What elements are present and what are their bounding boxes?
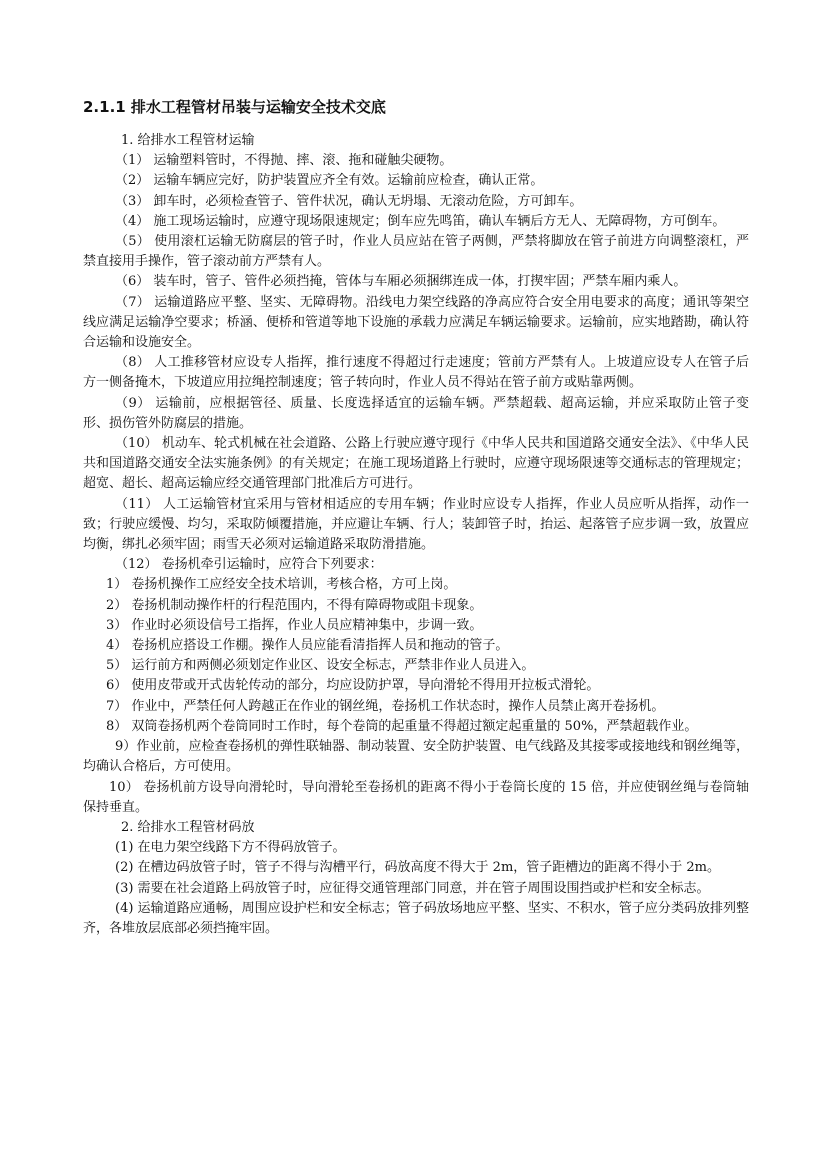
paragraph: 5） 运行前方和两侧必须划定作业区、设安全标志，严禁非作业人员进入。 xyxy=(106,658,535,674)
paragraph: 2. 给排水工程管材码放 xyxy=(121,819,255,835)
paragraph: 1） 卷扬机操作工应经安全技术培训，考核合格，方可上岗。 xyxy=(106,577,457,593)
paragraph: 4） 卷扬机应搭设工作棚。操作人员应能看清指挥人员和拖动的管子。 xyxy=(106,638,509,654)
paragraph: （3） 卸车时，必须检查管子、管件状况，确认无坍塌、无滚动危险，方可卸车。 xyxy=(115,193,583,209)
paragraph: 2） 卷扬机制动操作杆的行程范围内，不得有障碍物或阻卡现象。 xyxy=(106,597,483,613)
paragraph: （11） 人工运输管材宜采用与管材相适应的专用车辆；作业时应设专人指挥，作业人员应听从指挥，动作一致；行驶应缓慢、均匀，采取防倾覆措施，并应避让车辆、行人；装卸管子时，抬运、起落管子应步调一致，放置应均衡，绑扎必须牢固；雨雪天必须对运输道路采取防滑措施。 xyxy=(83,496,749,553)
paragraph: （12） 卷扬机牵引运输时，应符合下列要求： xyxy=(115,557,383,573)
paragraph: 8） 双筒卷扬机两个卷筒同时工作时，每个卷筒的起重量不得超过额定起重量的 50%，严禁超载作业。 xyxy=(106,718,698,734)
paragraph: 7） 作业中，严禁任何人跨越正在作业的钢丝绳，卷扬机工作状态时，操作人员禁止离开卷扬机。 xyxy=(106,698,665,714)
paragraph: 3） 作业时必须设信号工指挥，作业人员应精神集中，步调一致。 xyxy=(106,617,483,633)
paragraph: （10） 机动车、轮式机械在社会道路、公路上行驶应遵守现行《中华人民共和国道路交通安全法》、《中华人民共和国道路交通安全法实施条例》的有关规定；在施工现场道路上行驶时，应遵守现场限速等交通标志的管理规定；超宽、超长、超高运输应经交通管理部门批准后方可进行。 xyxy=(83,436,749,492)
paragraph: （4） 施工现场运输时，应遵守现场限速规定；倒车应先鸣笛，确认车辆后方无人、无障碍物，方可倒车。 xyxy=(115,213,726,229)
paragraph: （8） 人工推移管材应设专人指挥，推行速度不得超过行走速度；管前方严禁有人。上坡道应设专人在管子后方一侧备掩木，下坡道应用拉绳控制速度；管子转向时，作业人员不得站在管子前方或贴靠两侧。 xyxy=(83,355,749,391)
paragraph: 10） 卷扬机前方设导向滑轮时，导向滑轮至卷扬机的距离不得小于卷筒长度的 15 倍，并应使钢丝绳与卷筒轴保持垂直。 xyxy=(83,779,749,815)
document-body xyxy=(83,131,749,939)
paragraph: (3) 需要在社会道路上码放管子时，应征得交通管理部门同意，并在管子周围设围挡或护栏和安全标志。 xyxy=(115,880,710,896)
paragraph: (2) 在槽边码放管子时，管子不得与沟槽平行，码放高度不得大于 2m，管子距槽边的距离不得小于 2m。 xyxy=(115,860,721,876)
paragraph: （2） 运输车辆应完好，防护装置应齐全有效。运输前应检查，确认正常。 xyxy=(115,173,544,189)
paragraph: 6） 使用皮带或开式齿轮传动的部分，均应设防护罩，导向滑轮不得用开拉板式滑轮。 xyxy=(106,678,600,694)
paragraph: （6） 装车时，管子、管件必须挡掩，管体与车厢必须捆绑连成一体，打揳牢固；严禁车厢内乘人。 xyxy=(115,274,687,290)
paragraph: (4) 运输道路应通畅，周围应设护栏和安全标志；管子码放场地应平整、坚实、不积水，管子应分类码放排列整齐，各堆放层底部必须挡掩牢固。 xyxy=(83,900,749,936)
paragraph: （7） 运输道路应平整、坚实、无障碍物。沿线电力架空线路的净高应符合安全用电要求的高度；通讯等架空线应满足运输净空要求；桥涵、便桥和管道等地下设施的承载力应满足车辆运输要求。运输前，应实地踏勘，确认符合运输和设施安全。 xyxy=(83,294,749,351)
paragraph: 1. 给排水工程管材运输 xyxy=(121,133,255,148)
paragraph: (1) 在电力架空线路下方不得码放管子。 xyxy=(115,840,346,856)
paragraph: （1） 运输塑料管时，不得抛、摔、滚、拖和碰触尖硬物。 xyxy=(115,153,453,169)
paragraph: （5） 使用滚杠运输无防腐层的管子时，作业人员应站在管子两侧，严禁将脚放在管子前进方向调整滚杠，严禁直接用手操作，管子滚动前方严禁有人。 xyxy=(83,234,749,270)
paragraph: （9） 运输前，应根据管径、质量、长度选择适宜的运输车辆。严禁超载、超高运输，并应采取防止管子变形、损伤管外防腐层的措施。 xyxy=(83,395,749,431)
section-heading: 2.1.1 排水工程管材吊装与运输安全技术交底 xyxy=(83,98,386,116)
paragraph: 9）作业前，应检查卷扬机的弹性联轴器、制动装置、安全防护装置、电气线路及其接零或接地线和钢丝绳等，均确认合格后，方可使用。 xyxy=(83,739,749,775)
